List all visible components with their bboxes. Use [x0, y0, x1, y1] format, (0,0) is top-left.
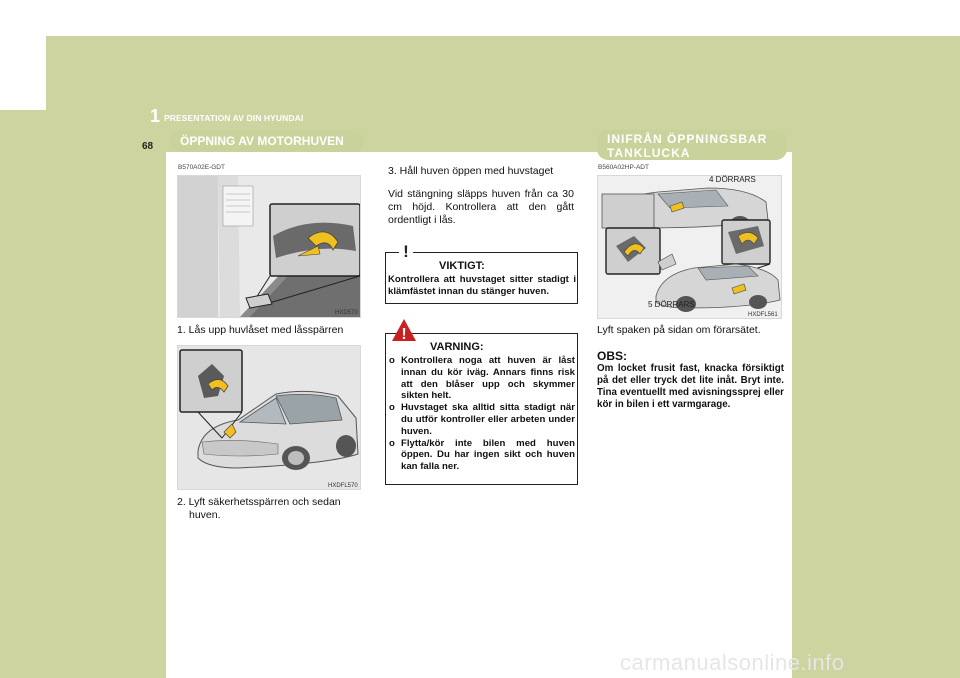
- watermark: carmanualsonline.info: [620, 650, 845, 675]
- car-front-illustration: [178, 346, 361, 490]
- step-2-line-2: huven.: [189, 509, 221, 521]
- image-code-car-front: HXDFL570: [328, 483, 358, 489]
- car-front-image: [177, 345, 361, 490]
- chapter-number: 1: [150, 106, 161, 126]
- image-code-hood-release: HXD570: [335, 310, 358, 316]
- fuel-door-instruction: Lyft spaken på sidan om förarsätet.: [597, 324, 761, 336]
- step-2-line-1: 2. Lyft säkerhetsspärren och sedan: [177, 496, 341, 508]
- exclamation-icon: [395, 240, 417, 260]
- svg-text:!: !: [403, 242, 409, 260]
- warning-triangle-icon: [391, 318, 417, 342]
- hood-release-image: [177, 175, 361, 318]
- important-text: Kontrollera att huvstaget sitter stadigt i klämfästet innan du stänger huven.: [388, 274, 576, 297]
- warning-title: VARNING:: [430, 341, 484, 353]
- warning-item: o Kontrollera noga att huven är låst innan du kör iväg. Annars finns risk att den blåser upp och skymmer sikten helt.: [389, 355, 575, 402]
- image-code-fuel-door: HXDFL561: [748, 312, 778, 318]
- note-text: Om locket frusit fast, knacka försiktigt på det eller tryck det lite inåt. Bryt inte. Tina eventuellt med avisningssprej eller kör in bilen i ett varmgarage.: [597, 363, 784, 410]
- hood-release-illustration: [178, 176, 361, 318]
- page-number: 68: [142, 141, 154, 152]
- label-4-door: 4 DÖRRARS: [709, 175, 756, 184]
- important-title: VIKTIGT:: [439, 260, 485, 272]
- section-tab-fuel-door: INIFRÅN ÖPPNINGSBAR TANKLUCKA: [597, 130, 787, 160]
- section-code-hood: B570A02E-GDT: [178, 164, 225, 171]
- warning-item: o Huvstaget ska alltid sitta stadigt när du utför kontroller eller arbeten under huven.: [389, 402, 575, 437]
- closing-instruction: Vid stängning släpps huven från ca 30 cm höjd. Kontrollera att den gått ordentligt i lås.: [388, 188, 574, 226]
- warning-list: [389, 355, 575, 473]
- svg-text:!: !: [401, 326, 407, 342]
- warning-item: o Flytta/kör inte bilen med huven öppen. Du har ingen sikt och huven kan falla ner.: [389, 437, 575, 473]
- step-3-text: 3. Håll huven öppen med huvstaget: [388, 165, 554, 177]
- fuel-door-illustration: [598, 176, 782, 319]
- fuel-door-image: [597, 175, 782, 319]
- chapter-title: PRESENTATION AV DIN HYUNDAI: [164, 113, 304, 123]
- label-5-door: 5 DÖRRARS: [648, 300, 695, 309]
- step-1-text: 1. Lås upp huvlåset med låsspärren: [177, 324, 344, 336]
- section-code-fuel-door: B560A02HP-ADT: [598, 164, 649, 171]
- note-title: OBS:: [597, 349, 627, 363]
- section-tab-hood: ÖPPNING AV MOTORHUVEN: [170, 130, 364, 152]
